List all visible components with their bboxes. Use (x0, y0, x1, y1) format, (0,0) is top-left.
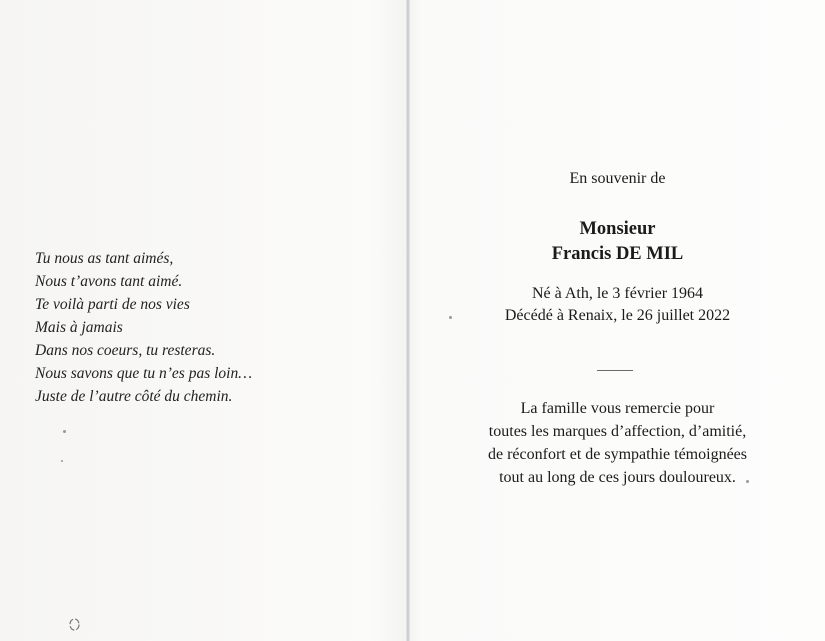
paper-speck (63, 430, 66, 433)
death-line: Décédé à Renaix, le 26 juillet 2022 (504, 307, 731, 324)
divider (597, 370, 633, 371)
birth-line: Né à Ath, le 3 février 1964 (531, 285, 704, 302)
thanks-message (410, 397, 825, 489)
poem (35, 247, 252, 408)
honorific-title: Monsieur (579, 219, 656, 239)
life-dates (410, 283, 825, 327)
paper-mark-icon (68, 617, 81, 632)
paper-speck (746, 480, 749, 483)
poem-line: Juste de l’autre côté du chemin. (35, 388, 233, 405)
left-page (0, 0, 406, 641)
poem-line: Mais à jamais (35, 319, 123, 336)
thanks-line: toutes les marques d’affection, d’amitié, (488, 423, 747, 440)
poem-line: Tu nous as tant aimés, (35, 250, 174, 267)
poem-line: Nous t’avons tant aimé. (35, 273, 183, 290)
thanks-line: tout au long de ces jours douloureux. (499, 469, 736, 486)
poem-line: Dans nos coeurs, tu resteras. (35, 342, 216, 359)
poem-line: Te voilà parti de nos vies (35, 296, 190, 313)
thanks-line: La famille vous remercie pour (520, 400, 715, 417)
deceased-name-block (410, 217, 825, 267)
poem-line: Nous savons que tu n’es pas loin… (35, 365, 252, 382)
paper-speck (449, 316, 452, 319)
paper-speck (61, 460, 63, 462)
deceased-name: Francis DE MIL (551, 244, 684, 264)
thanks-line: de réconfort et de sympathie témoignées (487, 446, 747, 463)
right-page (410, 0, 825, 641)
intro-text: En souvenir de (569, 170, 666, 187)
